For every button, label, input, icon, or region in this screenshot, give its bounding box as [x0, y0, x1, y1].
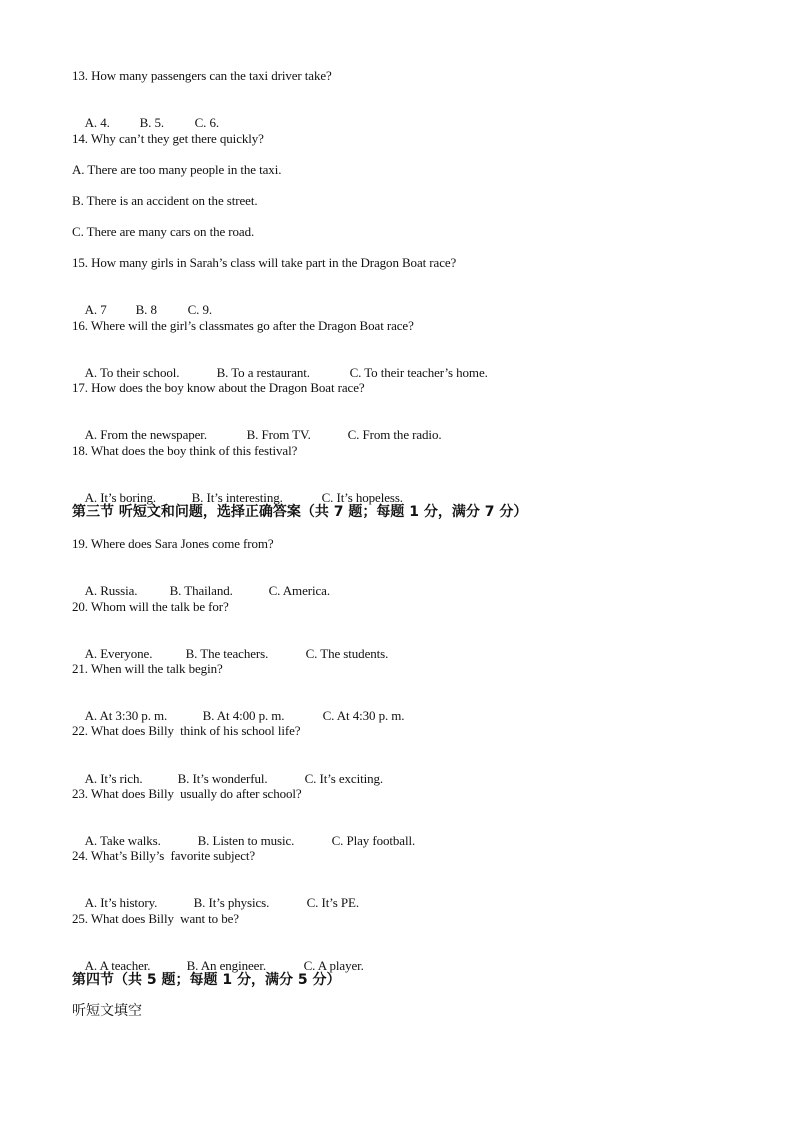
option-c: C. It’s exciting. [304, 771, 384, 786]
question-16: 16. Where will the girl’s classmates go after the Dragon Boat race? [72, 318, 414, 333]
option-c: C. Play football. [331, 833, 416, 848]
question-23: 23. What does Billy usually do after school? [72, 786, 302, 801]
option-c: C. 6. [194, 115, 220, 130]
option-a: A. There are too many people in the taxi. [72, 162, 282, 177]
question-19: 19. Where does Sara Jones come from? [72, 536, 274, 551]
option-a: A. To their school. [84, 365, 180, 380]
option-b: B. Listen to music. [197, 833, 295, 848]
option-c: C. At 4:30 p. m. [322, 708, 405, 723]
question-20: 20. Whom will the talk be for? [72, 599, 229, 614]
option-a: A. It’s boring. [84, 490, 157, 505]
option-b: B. 8 [135, 302, 157, 317]
option-a: A. It’s history. [84, 895, 158, 910]
option-a: A. A teacher. [84, 958, 151, 973]
option-b: B. To a restaurant. [216, 365, 310, 380]
option-c: C. The students. [305, 646, 389, 661]
question-17: 17. How does the boy know about the Dragon Boat race? [72, 380, 365, 395]
question-15: 15. How many girls in Sarah’s class will take part in the Dragon Boat race? [72, 255, 457, 270]
section-4-heading: 第四节（共 5 题；每题 1 分，满分 5 分） [72, 972, 341, 988]
option-b: B. 5. [139, 115, 165, 130]
option-c: C. America. [268, 583, 330, 598]
question-13: 13. How many passengers can the taxi driver take? [72, 68, 332, 83]
option-c: C. 9. [187, 302, 213, 317]
option-a: A. From the newspaper. [84, 427, 207, 442]
option-c: C. From the radio. [347, 427, 442, 442]
option-c: C. There are many cars on the road. [72, 224, 255, 239]
option-a: A. Everyone. [84, 646, 153, 661]
question-21: 21. When will the talk begin? [72, 661, 223, 676]
option-b: B. At 4:00 p. m. [202, 708, 285, 723]
option-a: A. At 3:30 p. m. [84, 708, 168, 723]
option-b: B. From TV. [246, 427, 311, 442]
option-b: B. The teachers. [185, 646, 269, 661]
option-b: B. There is an accident on the street. [72, 193, 258, 208]
section-3-heading: 第三节 听短文和问题，选择正确答案（共 7 题；每题 1 分，满分 7 分） [72, 504, 528, 520]
section-4-subtitle: 听短文填空 [72, 1003, 142, 1019]
question-14: 14. Why can’t they get there quickly? [72, 131, 264, 146]
option-a: A. Take walks. [84, 833, 161, 848]
option-b: B. Thailand. [169, 583, 233, 598]
option-a: A. 7 [84, 302, 107, 317]
question-18: 18. What does the boy think of this festival? [72, 443, 298, 458]
option-c: C. To their teacher’s home. [349, 365, 488, 380]
option-a: A. 4. [84, 115, 110, 130]
option-b: B. It’s interesting. [191, 490, 283, 505]
question-25: 25. What does Billy want to be? [72, 911, 239, 926]
option-a: A. Russia. [84, 583, 138, 598]
option-a: A. It’s rich. [84, 771, 143, 786]
option-c: C. It’s PE. [306, 895, 359, 910]
option-b: B. It’s wonderful. [177, 771, 268, 786]
question-22: 22. What does Billy think of his school life? [72, 723, 301, 738]
option-b: B. An engineer. [186, 958, 266, 973]
option-c: C. A player. [303, 958, 364, 973]
option-c: C. It’s hopeless. [321, 490, 403, 505]
question-24: 24. What’s Billy’s favorite subject? [72, 848, 256, 863]
option-b: B. It’s physics. [193, 895, 270, 910]
